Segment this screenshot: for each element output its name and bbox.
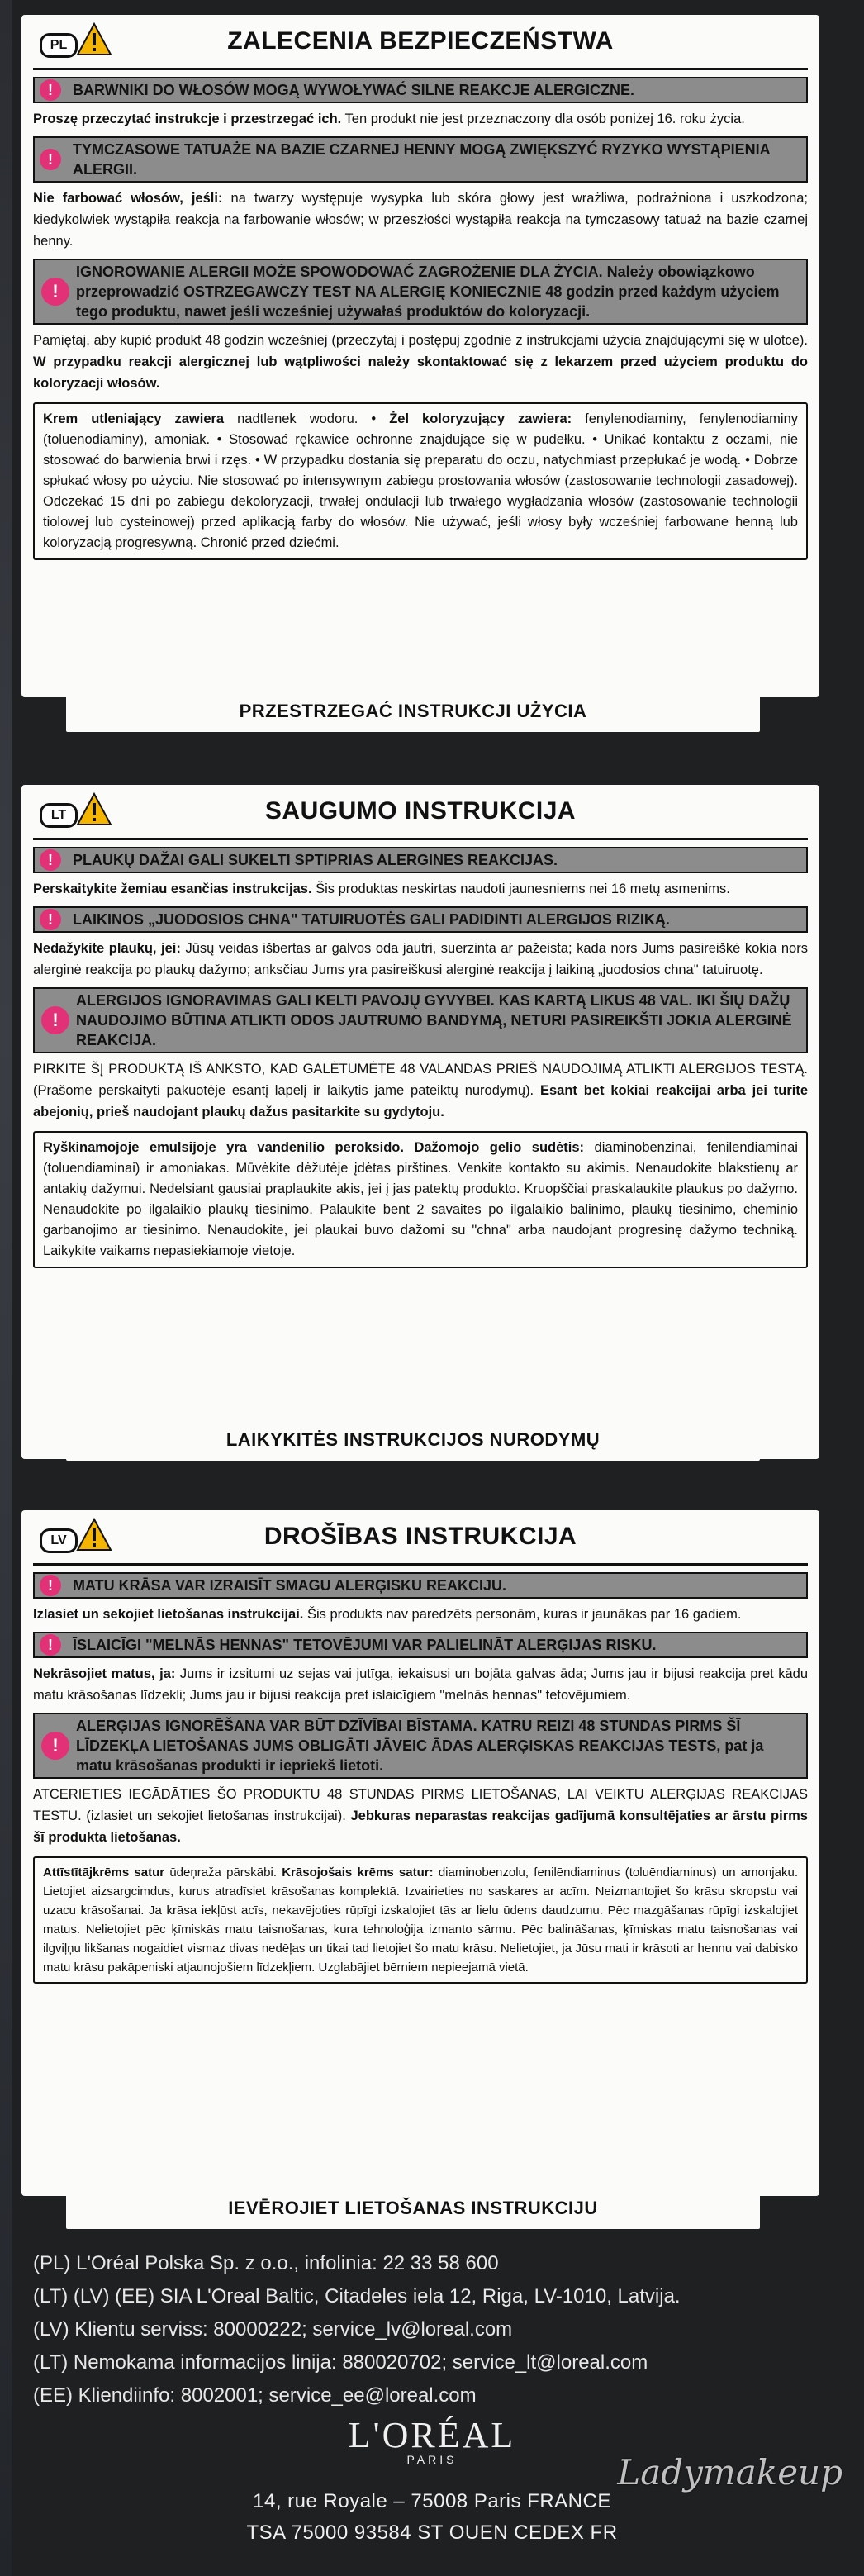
band-text: ALERĢIJAS IGNORĒŠANA VAR BŪT DZĪVĪBAI BĪSTAMA. KATRU REIZI 48 STUNDAS PIRMS ŠĪ LĪDZEKĻA LIETOŠANAS JUMS OBLIGĀTI JĀVEIC ĀDAS ALERĢISKAS REAKCIJAS TESTS, pat ja matu krāsošanas produkti ir iepriekš lietoti. — [76, 1718, 764, 1774]
exclamation-icon: ! — [41, 278, 69, 306]
purchase-advice-body: ATCERIETIES IEGĀDĀTIES ŠO PRODUKTU 48 STUNDAS PIRMS LIETOŠANAS, LAI VEIKTU ALERĢIJAS REAKCIJAS TESTU. (izlasiet un sekojiet lietošanas instrukcijai). — [33, 1787, 808, 1823]
section-footer-lv: IEVĒROJIET LIETOŠANAS INSTRUKCIJU — [66, 2188, 760, 2229]
do-not-dye-bold: Nekrāsojiet matus, ja: — [33, 1666, 176, 1681]
allergy-warning-band — [33, 1572, 808, 1599]
henna-warning-band — [33, 136, 808, 183]
section-title: DROŠĪBAS INSTRUKCIJA — [263, 1523, 577, 1550]
purchase-advice-text — [33, 1058, 808, 1123]
warning-triangle-icon — [76, 791, 112, 828]
exclamation-icon: ! — [40, 849, 61, 871]
note-bold-1: Attīstītājkrēms satur — [43, 1865, 165, 1880]
do-not-dye-bold: Nedažykite plaukų, jei: — [33, 941, 181, 956]
purchase-advice-body: PIRKITE ŠĮ PRODUKTĄ IŠ ANKSTO, KAD GALĖTUMĖTE 48 VALANDAS PRIEŠ NAUDOJIMĄ ATLIKTI ALERGIJOS TESTĄ. (Prašome perskaityti pakuotėje esantį lapelį ir laikytis jame pateiktų nurodymų). — [33, 1062, 808, 1098]
note-text-2: diaminobenzolu, fenilēndiaminus (toluēndiaminus) un amonjaku. Lietojiet aizsargcimdus, kurus atradīsiet krāsošanas komplektā. Izvairieties no saskares ar acīm. Neizmantojiet šo krāsu skropstu vai uzacu krāsošanai. Ja krāsa iekļūst acīs, nekavējoties rūpīgi izskalojiet tās ar lielu ūdens daudzumu. Pēc mazgāšanas rūpīgi izskalojiet matus. Nelietojiet pēc ķīmiskās matu taisnošanas, kura tehnoloģija izmanto sārmu. Pēc balināšanas, ķīmiskas matu taisnošanas vai ilgviļņu likšanas nogaidiet vismaz divas nedēļas un tikai tad lietojiet šo matu krāsu. Nelietojiet, ja Jūsu mati ir krāsoti ar hennu vai dabisko matu krāsu pakāpeniski atjaunojošiem līdzekļiem. Uzglabājiet bērniem nepieejamā vietā. — [43, 1865, 798, 1975]
note-text-1: ūdeņraža pārskābi. — [169, 1865, 277, 1880]
note-text-2: fenylenodiaminy, fenylenodiaminy (toluenodiaminy), amoniak. • Stosować rękawice ochronne znajdujące się w pudełku. • Unikać kontaktu z oczami, nie stosować do barwienia brwi i rzęs. • W przypadku dostania się preparatu do oczu, natychmiast przepłukać je wodą. • Dobrze spłukać włosy po użyciu. Nie stosować po intensywnym zabiegu prostowania włosów (zastosowanie technologii zasadowej). Odczekać 15 dni po zabiegu dekoloryzacji, trwałej ondulacji lub trwałego wygładzania włosów (zastosowanie technologii tiolowej lub cysteinowej) przed aplikacją farby do włosów. Nie używać, jeśli włosy były wcześniej farbowane henną lub koloryzacją progresywną. Chronić przed dziećmi. — [43, 411, 798, 550]
exclamation-icon: ! — [41, 1732, 69, 1760]
section-pl — [21, 15, 819, 697]
do-not-dye-body: na twarzy występuje wysypka lub skóra głowy jest wrażliwa, podrażniona i uszkodzona; kiedykolwiek wystąpiła reakcja na farbowanie włosów; w przeszłości wystąpiła reakcja na tymczasowy tatuaż na bazie czarnej henny. — [33, 191, 809, 249]
note-bold-2: Dažomojo gelio sudėtis: — [414, 1140, 585, 1155]
instruction-body: Šis produkts nav paredzēts personām, kuras ir jaunākas par 16 gadiem. — [306, 1607, 742, 1622]
box-edge-shine — [0, 0, 12, 2576]
instruction-body: Ten produkt nie jest przeznaczony dla osób poniżej 16. roku życia. — [344, 112, 745, 126]
ingredients-note — [33, 1856, 808, 1984]
life-threat-band — [33, 259, 808, 325]
loreal-logo: L'ORÉAL — [348, 2415, 516, 2455]
purchase-advice-body: Pamiętaj, aby kupić produkt 48 godzin wcześniej (przeczytaj i postępuj zgodnie z instrukcjami użycia znajdującymi się w ulotce). — [33, 333, 808, 348]
contact-line-baltic: (LT) (LV) (EE) SIA L'Oreal Baltic, Citadeles iela 12, Riga, LV-1010, Latvija. — [33, 2285, 681, 2307]
purchase-advice-text — [33, 1784, 808, 1848]
life-threat-band — [33, 1713, 808, 1779]
address-line-1: 14, rue Royale – 75008 Paris FRANCE — [253, 2490, 611, 2512]
warning-triangle-icon — [76, 1517, 112, 1553]
allergy-warning-band — [33, 77, 808, 103]
note-text-2: diaminobenzinai, fenilendiaminai (toluendiaminai) ir amoniakas. Mūvėkite dėžutėje įdėtas pirštines. Venkite kontakto su akimis. Nenaudokite blakstienų ar antakių dažymui. Nedelsiant gausiai praplaukite akis, jei į jas patektų produkto. Kruopščiai praskalaukite plaukus po dažymo. Nenaudokite po ilgalaikio plaukų tiesinimo. Palaukite bent 2 savaites po ilgalaikio balinimo, plaukų tiesinimo, cheminio garbanojimo ar tiesinimo. Nenaudokite, jei plaukai buvo dažomi su "chna" arba naudojant progresinę dažymo techniką. Laikykite vaikams nepasiekiamoje vietoje. — [43, 1140, 798, 1258]
instruction-bold: Perskaitykite žemiau esančias instrukcijas. — [33, 882, 312, 896]
instruction-text — [33, 878, 808, 900]
contact-line-lv: (LV) Klientu serviss: 80000222; service_lv@loreal.com — [33, 2318, 513, 2341]
life-threat-band — [33, 987, 808, 1053]
instruction-bold: Izlasiet un sekojiet lietošanas instrukcijai. — [33, 1607, 304, 1622]
do-not-dye-text — [33, 188, 808, 252]
do-not-dye-text — [33, 938, 808, 981]
section-footer-lt: LAIKYKITĖS INSTRUKCIJOS NURODYMŲ — [66, 1419, 760, 1461]
exclamation-icon: ! — [40, 909, 61, 930]
do-not-dye-body: Jums ir izsitumi uz sejas vai jutīga, iekaisusi un bojāta galvas āda; Jums jau ir bijusi reakcija pret kādu matu krāsošanas līdzekli; Jums jau ir bijusi reakcija pret islaicīgiem "melnās hennas" tetovējumiem. — [33, 1666, 808, 1703]
band-text: BARWNIKI DO WŁOSÓW MOGĄ WYWOŁYWAĆ SILNE REAKCJE ALERGICZNE. — [73, 82, 634, 98]
language-badge-lt: LT — [40, 803, 78, 828]
exclamation-icon: ! — [41, 1006, 69, 1034]
instruction-bold: Proszę przeczytać instrukcje i przestrzegać ich. — [33, 112, 342, 126]
section-footer-pl: PRZESTRZEGAĆ INSTRUKCJI UŻYCIA — [66, 691, 760, 732]
section-title: ZALECENIA BEZPIECZEŃSTWA — [227, 27, 614, 55]
contact-line-lt: (LT) Nemokama informacijos linija: 880020702; service_lt@loreal.com — [33, 2351, 648, 2374]
exclamation-icon: ! — [40, 1575, 61, 1596]
note-bold-2: Krāsojošais krēms satur: — [282, 1865, 434, 1880]
watermark: Ladymakeup — [617, 2452, 843, 2493]
language-badge-lv: LV — [40, 1528, 78, 1553]
purchase-advice-bold: Esant bet kokiai reakcijai arba jei turite abejonių, prieš naudojant plaukų dažus pasitarkite su gydytoju. — [33, 1083, 809, 1119]
band-text: PLAUKŲ DAŽAI GALI SUKELTI SPTIPRIAS ALERGINES REAKCIJAS. — [73, 852, 558, 868]
exclamation-icon: ! — [40, 79, 61, 101]
section-header — [33, 785, 808, 840]
instruction-text — [33, 1604, 808, 1625]
section-header — [33, 1510, 808, 1566]
purchase-advice-text — [33, 330, 808, 394]
instruction-body: Šis produktas neskirtas naudoti jaunesniems nei 16 metų asmenims. — [316, 882, 730, 896]
exclamation-icon: ! — [40, 1634, 61, 1656]
do-not-dye-bold: Nie farbować włosów, jeśli: — [33, 191, 223, 206]
purchase-advice-bold: Jebkuras neparastas reakcijas gadījumā konsultējaties ar ārstu pirms šī produkta lietošanas. — [33, 1808, 808, 1845]
section-lv — [21, 1510, 819, 2196]
henna-warning-band — [33, 1632, 808, 1658]
purchase-advice-bold: W przypadku reakcji alergicznej lub wątpliwości należy skontaktować się z lekarzem przed użyciem produktu do koloryzacji włosów. — [33, 354, 808, 391]
address-line-2: TSA 75000 93584 ST OUEN CEDEX FR — [246, 2521, 618, 2544]
band-text: ĪSLAICĪGI "MELNĀS HENNAS" TETOVĒJUMI VAR PALIELINĀT ALERĢIJAS RISKU. — [73, 1637, 657, 1653]
section-lt — [21, 785, 819, 1459]
do-not-dye-body: Jūsų veidas išbertas ar galvos oda jautri, suerzinta ar pažeista; kada nors Jums pasireiškė kokia nors alerginė reakcija po plaukų dažymo; anksčiau Jums yra pasireiškusi alerginė reakcija į laikiną „juodosios chna" tatuiruotę. — [33, 941, 808, 977]
allergy-warning-band — [33, 847, 808, 873]
loreal-logo-sub: PARIS — [406, 2453, 458, 2466]
contact-info — [33, 2247, 826, 2412]
exclamation-icon: ! — [40, 149, 61, 170]
section-title: SAUGUMO INSTRUKCIJA — [264, 797, 577, 825]
instruction-text — [33, 108, 808, 130]
language-badge-pl: PL — [40, 33, 78, 58]
band-text: MATU KRĀSA VAR IZRAISĪT SMAGU ALERĢISKU REAKCIJU. — [73, 1577, 507, 1594]
do-not-dye-text — [33, 1663, 808, 1706]
note-bold-2: Żel koloryzujący zawiera: — [389, 411, 572, 426]
ingredients-note — [33, 1131, 808, 1268]
ingredients-note — [33, 402, 808, 560]
warning-triangle-icon — [76, 21, 112, 58]
band-text: ALERGIJOS IGNORAVIMAS GALI KELTI PAVOJŲ GYVYBEI. KAS KARTĄ LIKUS 48 VAL. IKI ŠIŲ DAŽŲ NAUDOJIMO BŪTINA ATLIKTI ODOS JAUTRUMO BANDYMĄ, NETURI PASIREIKŠTI JOKIA ALERGINĖ REAKCIJA. — [76, 992, 792, 1048]
note-text-1: nadtlenek wodoru. • — [237, 411, 377, 426]
section-header — [33, 15, 808, 70]
band-text: LAIKINOS „JUODOSIOS CHNA" TATUIRUOTĖS GALI PADIDINTI ALERGIJOS RIZIKĄ. — [73, 911, 670, 928]
band-text: IGNOROWANIE ALERGII MOŻE SPOWODOWAĆ ZAGROŻENIE DLA ŻYCIA. Należy obowiązkowo przeprowadzić OSTRZEGAWCZY TEST NA ALERGIĘ KONIECZNIE 48 godzin przed każdym użyciem tego produktu, nawet jeśli wcześniej używałaś produktów do koloryzacji. — [76, 264, 780, 320]
note-bold-1: Krem utleniający zawiera — [43, 411, 225, 426]
band-text: TYMCZASOWE TATUAŻE NA BAZIE CZARNEJ HENNY MOGĄ ZWIĘKSZYĆ RYZYKO WYSTĄPIENIA ALERGII. — [73, 141, 771, 178]
note-bold-1: Ryškinamojoje emulsijoje yra vandenilio peroksido. — [43, 1140, 404, 1155]
contact-line-ee: (EE) Kliendiinfo: 8002001; service_ee@loreal.com — [33, 2384, 477, 2407]
henna-warning-band — [33, 906, 808, 933]
contact-line-pl: (PL) L'Oréal Polska Sp. z o.o., infolinia: 22 33 58 600 — [33, 2252, 499, 2274]
